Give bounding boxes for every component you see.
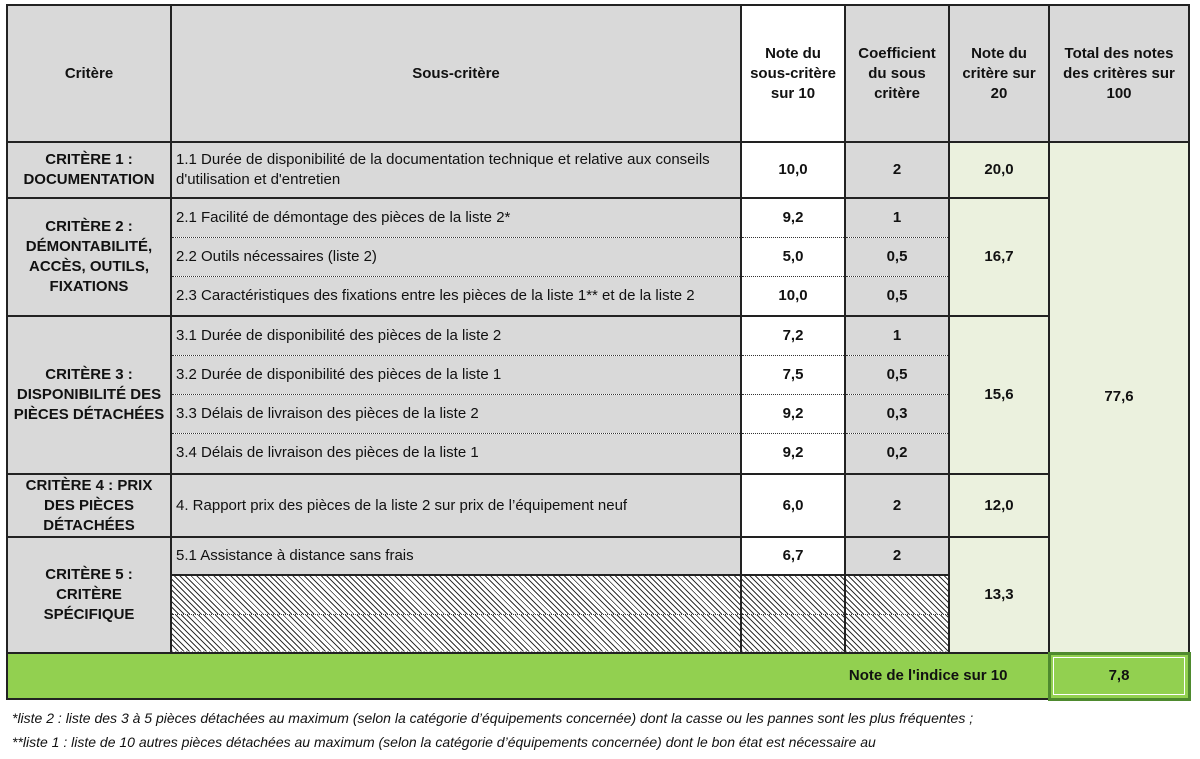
header-coefficient: Coefficient du sous critère xyxy=(845,5,949,142)
final-index-value: 7,8 xyxy=(1049,653,1189,699)
subcriterion-note: 9,2 xyxy=(741,198,845,237)
empty-hatched-cell xyxy=(741,614,845,653)
subcriterion-label: 2.1 Facilité de démontage des pièces de la liste 2* xyxy=(171,198,741,237)
subcriterion-note: 9,2 xyxy=(741,394,845,433)
criterion-1-note: 20,0 xyxy=(949,142,1049,198)
table-row xyxy=(7,474,1189,537)
subcriterion-coef: 0,3 xyxy=(845,394,949,433)
subcriterion-note: 6,0 xyxy=(741,474,845,537)
header-critere: Critère xyxy=(7,5,171,142)
subcriterion-coef: 2 xyxy=(845,474,949,537)
empty-hatched-cell xyxy=(171,614,741,653)
criterion-5-name: CRITÈRE 5 : CRITÈRE SPÉCIFIQUE xyxy=(7,537,171,653)
header-row xyxy=(7,5,1189,142)
subcriterion-label: 1.1 Durée de disponibilité de la documentation technique et relative aux conseils d'utilisation et d'entretien xyxy=(171,142,741,198)
subcriterion-label: 3.4 Délais de livraison des pièces de la liste 1 xyxy=(171,433,741,474)
subcriterion-label: 2.2 Outils nécessaires (liste 2) xyxy=(171,237,741,276)
subcriterion-note: 7,5 xyxy=(741,355,845,394)
table-row xyxy=(7,537,1189,575)
subcriterion-label: 3.1 Durée de disponibilité des pièces de la liste 2 xyxy=(171,316,741,355)
header-note-critere: Note du critère sur 20 xyxy=(949,5,1049,142)
final-row xyxy=(7,653,1189,699)
criterion-4-name: CRITÈRE 4 : PRIX DES PIÈCES DÉTACHÉES xyxy=(7,474,171,537)
criterion-3-note: 15,6 xyxy=(949,316,1049,474)
subcriterion-label: 5.1 Assistance à distance sans frais xyxy=(171,537,741,575)
empty-hatched-cell xyxy=(845,575,949,614)
total-notes-100: 77,6 xyxy=(1049,142,1189,653)
empty-hatched-cell xyxy=(845,614,949,653)
footnotes xyxy=(12,706,1192,754)
header-total: Total des notes des critères sur 100 xyxy=(1049,5,1189,142)
subcriterion-coef: 1 xyxy=(845,198,949,237)
subcriterion-coef: 0,5 xyxy=(845,276,949,316)
empty-hatched-cell xyxy=(171,575,741,614)
subcriterion-label: 4. Rapport prix des pièces de la liste 2 sur prix de l’équipement neuf xyxy=(171,474,741,537)
empty-hatched-cell xyxy=(741,575,845,614)
subcriterion-label: 2.3 Caractéristiques des fixations entre les pièces de la liste 1** et de la liste 2 xyxy=(171,276,741,316)
subcriterion-coef: 1 xyxy=(845,316,949,355)
subcriterion-coef: 0,5 xyxy=(845,355,949,394)
table-row xyxy=(7,142,1189,198)
table-row xyxy=(7,198,1189,237)
subcriterion-label: 3.2 Durée de disponibilité des pièces de la liste 1 xyxy=(171,355,741,394)
subcriterion-coef: 2 xyxy=(845,537,949,575)
header-note-sous-critere: Note du sous-critère sur 10 xyxy=(741,5,845,142)
subcriterion-coef: 0,2 xyxy=(845,433,949,474)
table-row xyxy=(7,316,1189,355)
subcriterion-note: 7,2 xyxy=(741,316,845,355)
final-index-label: Note de l'indice sur 10 xyxy=(7,653,1049,699)
footnote-list-1: **liste 1 : liste de 10 autres pièces détachées au maximum (selon la catégorie d’équipements concernée) dont le bon état est nécessaire au xyxy=(12,734,876,750)
subcriterion-note: 10,0 xyxy=(741,276,845,316)
criterion-5-note: 13,3 xyxy=(949,537,1049,653)
header-sous-critere: Sous-critère xyxy=(171,5,741,142)
criterion-3-name: CRITÈRE 3 : DISPONIBILITÉ DES PIÈCES DÉTACHÉES xyxy=(7,316,171,474)
subcriterion-coef: 0,5 xyxy=(845,237,949,276)
criterion-4-note: 12,0 xyxy=(949,474,1049,537)
footnote-list-2: *liste 2 : liste des 3 à 5 pièces détachées au maximum (selon la catégorie d’équipements concernée) dont la casse ou les pannes sont les plus fréquentes ; xyxy=(12,710,974,726)
criterion-1-name: CRITÈRE 1 : DOCUMENTATION xyxy=(7,142,171,198)
criterion-2-note: 16,7 xyxy=(949,198,1049,316)
subcriterion-note: 6,7 xyxy=(741,537,845,575)
subcriterion-note: 10,0 xyxy=(741,142,845,198)
subcriterion-note: 5,0 xyxy=(741,237,845,276)
repairability-index-table xyxy=(6,4,1191,701)
subcriterion-note: 9,2 xyxy=(741,433,845,474)
subcriterion-coef: 2 xyxy=(845,142,949,198)
subcriterion-label: 3.3 Délais de livraison des pièces de la liste 2 xyxy=(171,394,741,433)
criterion-2-name: CRITÈRE 2 : DÉMONTABILITÉ, ACCÈS, OUTILS, FIXATIONS xyxy=(7,198,171,316)
